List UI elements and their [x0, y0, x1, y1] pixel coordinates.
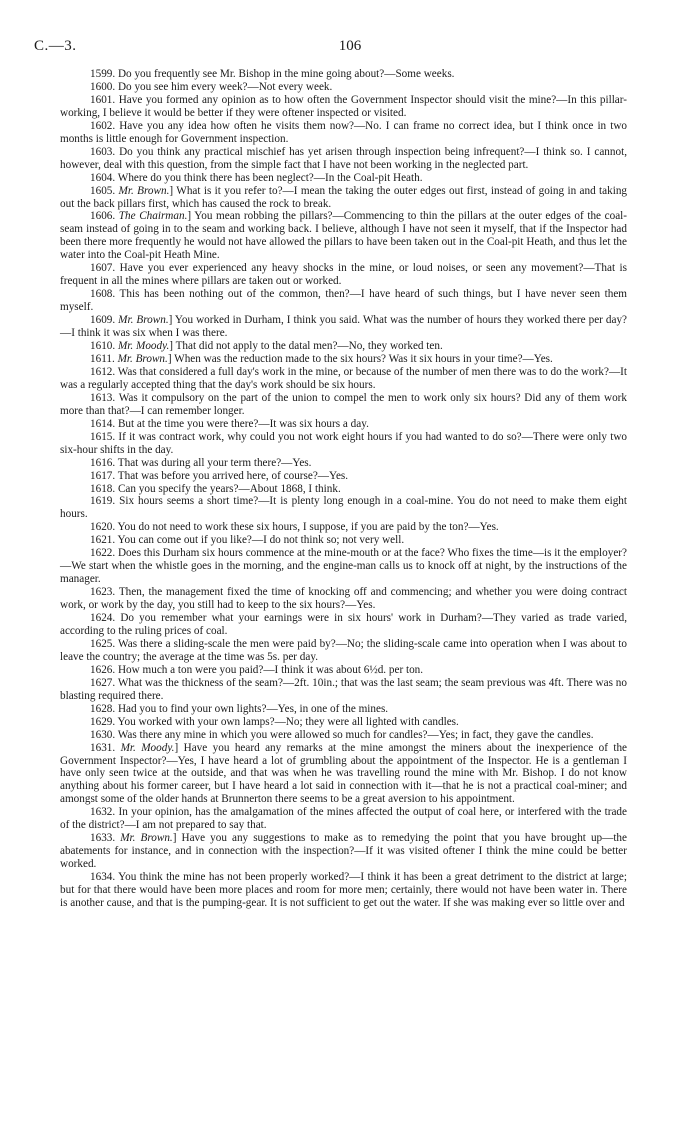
question-number: 1631. [90, 741, 121, 754]
testimony-paragraph: 1615. If it was contract work, why could you not work eight hours if you had wanted to do so?—There were only two six-hour shifts in the day. [60, 430, 627, 456]
testimony-paragraph: 1625. Was there a sliding-scale the men were paid by?—No; the sliding-scale came into operation when I was about to leave the country; the average at the time was 5s. per day. [60, 637, 627, 663]
testimony-paragraph [60, 353, 627, 366]
testimony-paragraph: 1619. Six hours seems a short time?—It is plenty long enough in a coal-mine. You do not need to make them eight hours. [60, 495, 627, 521]
speaker-name: The Chairman. [118, 210, 188, 223]
testimony-text: ] When was the reduction made to the six hours? Was it six hours in your time?—Yes. [167, 352, 553, 365]
testimony-paragraph: 1627. What was the thickness of the seam?—2ft. 10in.; that was the last seam; the seam previous was 4ft. There was no blasting required there. [60, 676, 627, 702]
testimony-text: ] You worked in Durham, I think you said. What was the number of hours they worked there per day?—I think it was six when I was there. [60, 314, 628, 340]
testimony-paragraph: 1622. Does this Durham six hours commence at the mine-mouth or at the face? Who fixes the time—is it the employer?—We start when the whistle goes in the morning, and the engine-man calls us to knock off at night, by the instructions of the manager. [60, 547, 627, 586]
question-number: 1633. [90, 832, 121, 845]
testimony-paragraph: 1616. That was during all your term there?—Yes. [90, 456, 312, 469]
page-number: 106 [338, 38, 362, 54]
speaker-name: Mr. Brown. [117, 352, 168, 365]
testimony-paragraph: 1629. You worked with your own lamps?—No; they were all lighted with candles. [90, 715, 459, 728]
testimony-paragraph [60, 742, 627, 807]
testimony-paragraph: 1624. Do you remember what your earnings were in six hours' work in Durham?—They varied as trade varied, according to the ruling prices of coal. [60, 612, 627, 637]
question-number: 1609. [90, 314, 119, 327]
testimony-paragraph: 1614. But at the time you were there?—It was six hours a day. [90, 417, 369, 430]
question-number: 1611. [90, 352, 118, 365]
testimony-paragraph: 1613. Was it compulsory on the part of the union to compel the men to work only six hours? Did any of them work more than that?—I can remember longer. [60, 391, 627, 417]
testimony-paragraph: 1617. That was before you arrived here, of course?—Yes. [90, 469, 349, 482]
testimony-paragraph: 1618. Can you specify the years?—About 1868, I think. [90, 482, 341, 495]
testimony-paragraph: 1603. Do you think any practical mischief has yet arisen through inspection being infrequent?—I think so. I cannot, however, deal with this question, from the simple fact that I have not been working in the neglected part. [60, 145, 627, 171]
testimony-body [60, 68, 627, 910]
testimony-paragraph: 1634. You think the mine has not been properly worked?—I think it has been a great detriment to the district at large; but for that there would have been more places and room for more men; certainly, there would not have been water in. There is another cause, and that is the pumping-gear. It is not sufficient to get out the water. If she was making ever so little over and [60, 871, 627, 909]
speaker-name: Mr. Brown. [120, 832, 173, 845]
testimony-paragraph: 1626. How much a ton were you paid?—I think it was about 6½d. per ton. [90, 663, 424, 676]
testimony-paragraph: 1620. You do not need to work these six hours, I suppose, if you are paid by the ton?—Yes. [90, 521, 499, 534]
testimony-paragraph: 1621. You can come out if you like?—I do not think so; not very well. [90, 534, 405, 547]
testimony-paragraph: 1612. Was that considered a full day's work in the mine, or because of the number of men there was to do the work?—It was a regularly accepted thing that the day's work should be six hours. [60, 365, 627, 391]
testimony-paragraph [60, 832, 627, 871]
testimony-paragraph: 1600. Do you see him every week?—Not every week. [90, 80, 333, 93]
testimony-paragraph: 1604. Where do you think there has been neglect?—In the Coal-pit Heath. [90, 171, 423, 184]
testimony-paragraph: 1602. Have you any idea how often he visits them now?—No. I can frame no correct idea, but I think once in two months is little enough for Government inspection. [60, 119, 627, 145]
testimony-paragraph: 1599. Do you frequently see Mr. Bishop in the mine going about?—Some weeks. [90, 68, 455, 80]
testimony-text: ] That did not apply to the datal men?—No, they worked ten. [169, 340, 443, 353]
testimony-paragraph [60, 185, 627, 211]
speaker-name: Mr. Moody. [117, 340, 170, 353]
testimony-paragraph: 1630. Was there any mine in which you were allowed so much for candles?—Yes; in fact, they gave the candles. [90, 728, 594, 741]
testimony-text: ] You mean robbing the pillars?—Commencing to thin the pillars at the outer edges of the coal-seam instead of going in to the seam and working back. I believe, although I have not seen it myself, that if the Inspector had been there more frequently he would not have allowed the pillars to have been taken out in the Coal-pit Heath, and thus let the water into the Coal-pit Heath Mine. [60, 210, 627, 262]
testimony-paragraph: 1632. In your opinion, has the amalgamation of the mines affected the output of coal here, or interfered with the trade of the district?—I am not prepared to say that. [60, 806, 627, 832]
speaker-name: Mr. Moody. [120, 741, 175, 754]
testimony-text: ] What is it you refer to?—I mean the taking the outer edges out first, instead of going in and taking out the back pillars first, which has caused the rock to break. [60, 184, 628, 210]
speaker-name: Mr. Brown. [118, 184, 170, 197]
question-number: 1605. [90, 184, 119, 197]
testimony-paragraph [60, 340, 627, 353]
testimony-paragraph [60, 210, 627, 262]
testimony-paragraph [60, 314, 627, 340]
question-number: 1610. [90, 340, 118, 353]
testimony-text: ] Have you any suggestions to make as to remedying the point that you have brought up—the abatements for instance, and in connection with the inspection?—If it was visited oftener I think the mine could be better worked. [60, 832, 627, 871]
testimony-paragraph: 1628. Had you to find your own lights?—Yes, in one of the mines. [90, 702, 389, 715]
testimony-text: ] Have you heard any remarks at the mine amongst the miners about the inexperience of the Government Inspector?—Yes, I have heard a lot of grumbling about the appointment of the Inspector. He is a gentleman I have only seen twice at the outside, and that was when he was travelling round the mine with Mr. Bishop. I do not know anything about his former career, but I have heard a lot said in connection with it—that he is not a practical coal-miner; and amongst some of the older hands at Brunnerton there seems to be a great aversion to his appointment. [60, 741, 627, 806]
speaker-name: Mr. Brown. [118, 314, 169, 327]
page-header [34, 38, 666, 58]
question-number: 1606. [90, 210, 119, 223]
document-reference: C.—3. [34, 38, 77, 54]
testimony-paragraph: 1601. Have you formed any opinion as to how often the Government Inspector should visit the mine?—In this pillar-working, I believe it would be better if they were oftener inspected or visited. [60, 93, 627, 119]
testimony-paragraph: 1623. Then, the management fixed the time of knocking off and commencing; and whether you were doing contract work, or work by the day, you still had to keep to the six hours?—Yes. [60, 586, 627, 612]
testimony-paragraph: 1607. Have you ever experienced any heavy shocks in the mine, or loud noises, or seen any movement?—That is frequent in all the mines where pillars are taken out or worked. [60, 262, 627, 288]
testimony-paragraph: 1608. This has been nothing out of the common, then?—I have heard of such things, but I have never seen them myself. [60, 288, 627, 314]
